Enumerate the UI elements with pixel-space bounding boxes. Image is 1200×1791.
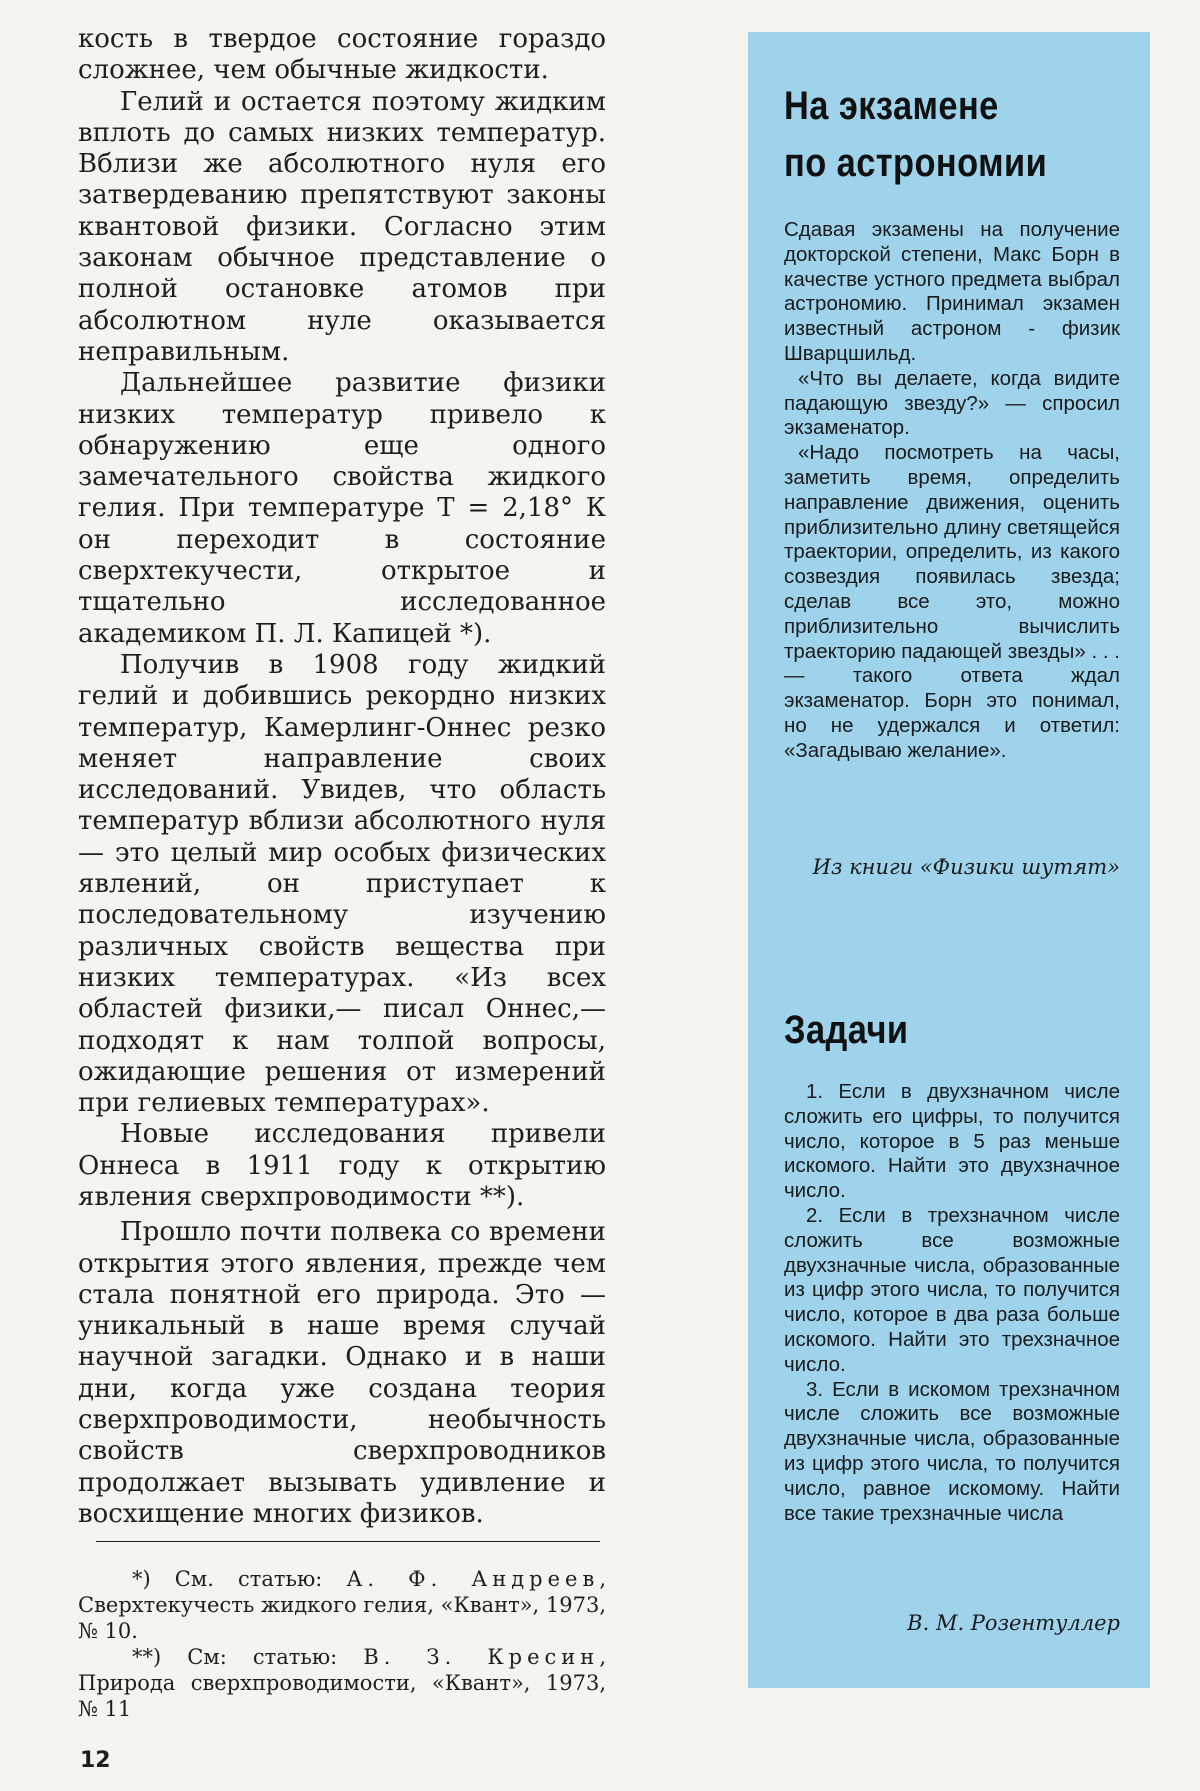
exam-source-credit: Из книги «Физики шутят» bbox=[812, 855, 1120, 879]
article-paragraph: Гелий и остается поэтому жидким вплоть до самых низких температур. Вблизи же абсолютного нуля его затвердеванию препятствуют законы квантовой физики. Согласно этим законам обычное представление о полной остановке атомов при абсолютном нуле оказывается неправильным. bbox=[78, 86, 606, 367]
exam-title bbox=[784, 78, 1094, 192]
problem-item: 2. Если в трехзначном числе сложить все возможные двухзначные числа, образованные из цифр этого числа, то получится число, которое в два раза больше искомого. Найти это трехзначное число. bbox=[784, 1203, 1120, 1376]
footnote-1-author: А. Ф. Андреев bbox=[346, 1567, 600, 1591]
exam-title-line-2: по астрономии bbox=[784, 141, 1048, 185]
exam-title-line-1: На экзамене bbox=[784, 84, 999, 128]
anecdote-paragraph: «Надо посмотреть на часы, заметить время, определить направление движения, оценить приблизительно длину светящейся траектории, определить, из какого созвездия появилась звезда; сделав все это, можно приблизительно вычислить траекторию падающей звезды» . . . — такого ответа ждал экзаменатор. Борн это понимал, но не удержался и ответил: «Загадываю желание». bbox=[784, 441, 1120, 762]
problem-item: 3. Если в искомом трехзначном числе сложить все возможные двухзначные числа, образованные из цифр этого числа, то получится число, равное искомому. Найти все такие трехзначные числа bbox=[784, 1377, 1120, 1525]
exam-anecdote bbox=[784, 218, 1120, 764]
footnote-divider bbox=[96, 1541, 600, 1542]
footnotes bbox=[78, 1566, 606, 1722]
anecdote-paragraph: Сдавая экзамены на получение докторской степени, Макс Борн в качестве устного предмета выбрал астрономию. Принимал экзамен известный астроном - физик Шварцшильд. bbox=[784, 218, 1120, 365]
footnote-2-rest: , Природа сверхпроводимости, «Квант», 1973, № 11 bbox=[78, 1645, 606, 1721]
footnote-2 bbox=[78, 1644, 606, 1722]
anecdote-paragraph: «Что вы делаете, когда видите падающую звезду?» — спросил экзаменатор. bbox=[784, 366, 1120, 440]
footnote-1-rest: , Сверхтекучесть жидкого гелия, «Квант», 1973, № 10. bbox=[78, 1567, 607, 1643]
footnote-1-prefix: *) См. статью: bbox=[132, 1567, 347, 1591]
footnote-1 bbox=[78, 1566, 606, 1644]
article-paragraph: Получив в 1908 году жидкий гелий и добившись рекордно низких температур, Камерлинг-Оннес резко меняет направление своих исследований. Увидев, что область температур вблизи абсолютного нуля — это целый мир особых физических явлений, он приступает к последовательному изучению различных свойств вещества при низких температурах. «Из всех областей физики,— писал Оннес,— подходят к нам толпой вопросы, ожидающие решения от измерений при гелиевых температурах». bbox=[78, 649, 606, 1119]
footnote-2-prefix: **) См: статью: bbox=[132, 1645, 364, 1669]
page-number: 12 bbox=[80, 1748, 111, 1773]
problems-title: Задачи bbox=[784, 1008, 909, 1052]
problem-item: 1. Если в двухзначном числе сложить его цифры, то получится число, которое в 5 раз меньше искомого. Найти это двухзначное число. bbox=[784, 1080, 1120, 1203]
footnote-2-author: В. З. Кресин bbox=[363, 1645, 600, 1669]
problems-list bbox=[784, 1080, 1120, 1526]
sidebar-box bbox=[748, 32, 1150, 1688]
article-paragraph: Дальнейшее развитие физики низких температур привело к обнаружению еще одного замечательного свойства жидкого гелия. При температуре T = 2,18° К он переходит в состояние сверхтекучести, открытое и тщательно исследованное академиком П. Л. Капицей *). bbox=[78, 368, 606, 649]
article-paragraph: Прошло почти полвека со времени открытия этого явления, прежде чем стала понятной его природа. Это — уникальный в наше время случай научной загадки. Однако и в наши дни, когда уже создана теория сверхпроводимости, необычность свойств сверхпроводников продолжает вызывать удивление и восхищение многих физиков. bbox=[78, 1217, 606, 1529]
main-article-text bbox=[78, 24, 606, 1530]
article-paragraph: кость в твердое состояние гораздо сложнее, чем обычные жидкости. bbox=[78, 24, 606, 86]
article-paragraph: Новые исследования привели Оннеса в 1911 году к открытию явления сверхпроводимости **). bbox=[78, 1119, 606, 1212]
problems-author-credit: В. М. Розентуллер bbox=[907, 1611, 1120, 1635]
